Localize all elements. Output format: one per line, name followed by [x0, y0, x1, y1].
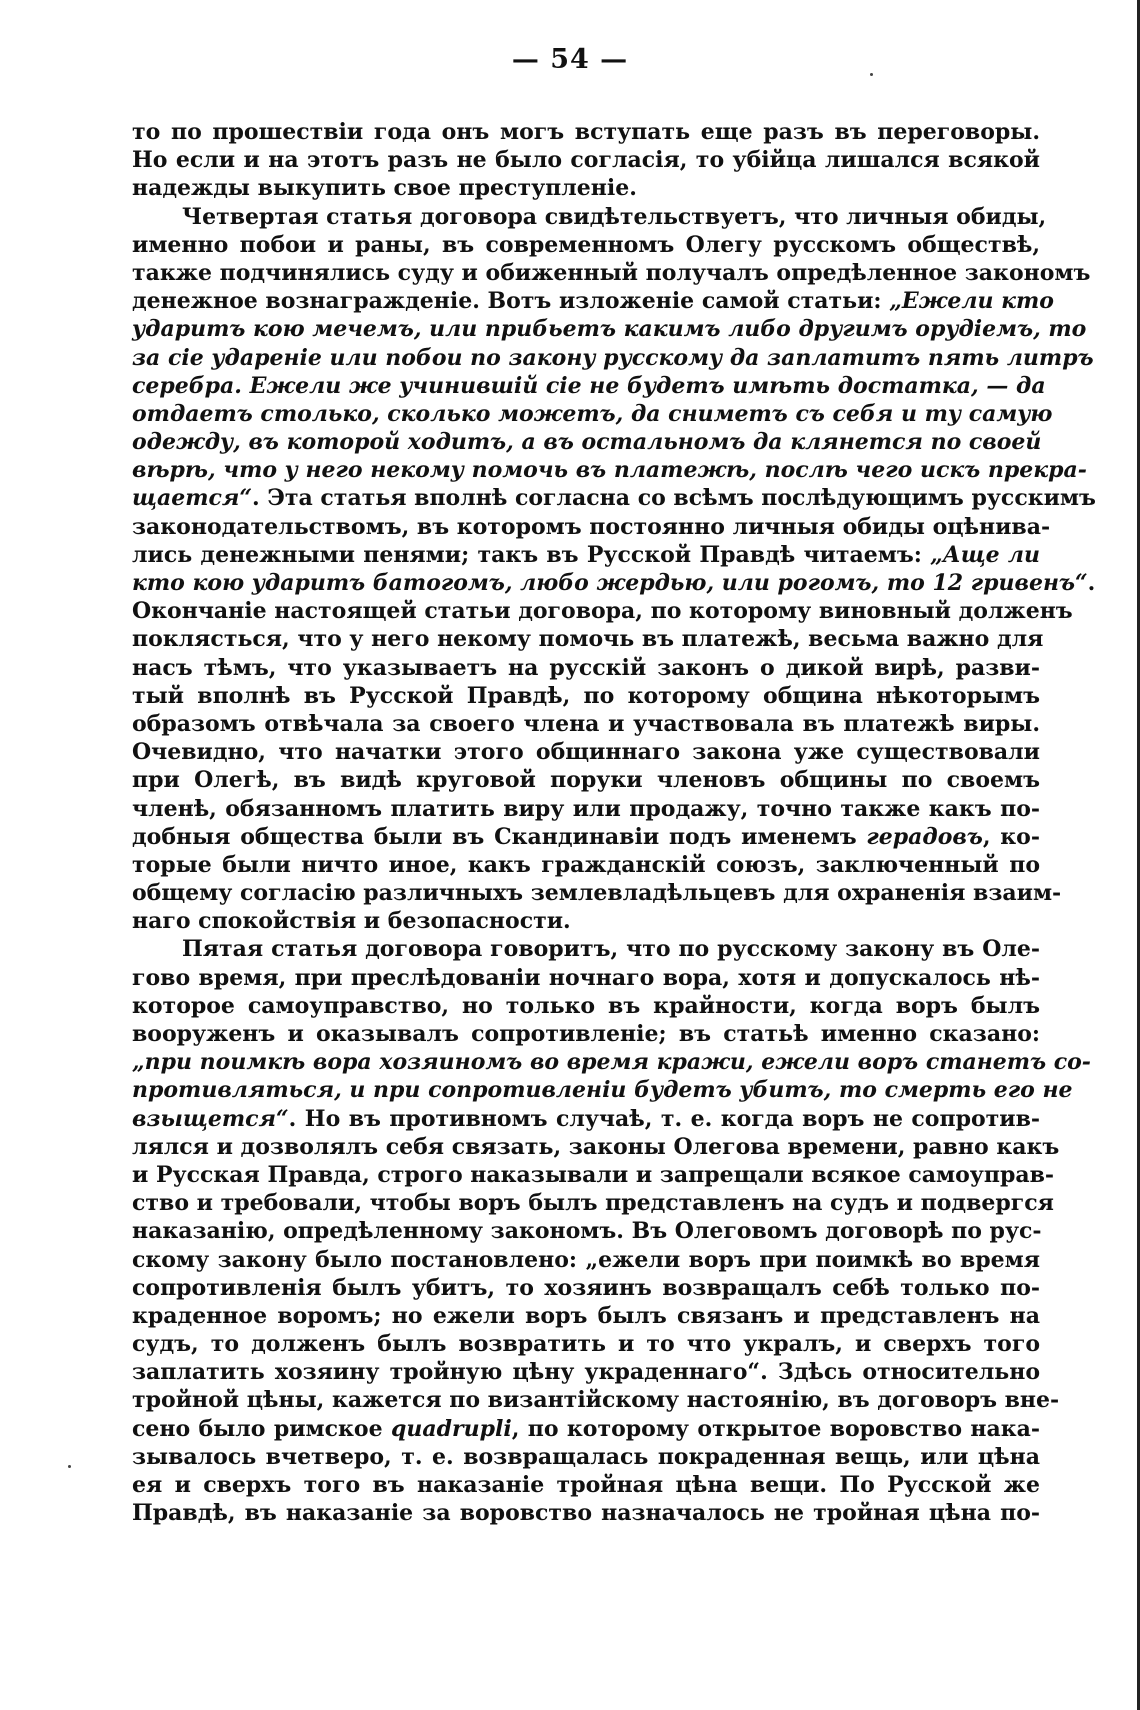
text-line: Очевидно, что начатки этого общиннаго закона уже существовали — [132, 739, 1040, 766]
text-line: Окончаніе настоящей статьи договора, по которому виновный долженъ — [132, 598, 1073, 625]
text-line: сопротивленія былъ убитъ, то хозяинъ возвращалъ себѣ только по- — [132, 1274, 1040, 1301]
italic-quote-line: отдаетъ столько, сколько можетъ, да сниметъ съ себя и ту самую — [132, 400, 1053, 427]
text-line: скому закону было постановлено: „ежели воръ при поимкѣ во время — [132, 1246, 1040, 1273]
text-line: Четвертая статья договора свидѣтельствуетъ, что личныя обиды, — [182, 203, 1047, 230]
specks — [68, 1465, 71, 1468]
text-line: судъ, то долженъ былъ возвратить и то что укралъ, и сверхъ того — [132, 1331, 1040, 1358]
italic-quote-line: за сіе удареніе или побои по закону русскому да заплатитъ пять литръ — [132, 344, 1094, 371]
italic-quote-line: одежду, въ которой ходитъ, а въ остальномъ да клянется по своей — [132, 429, 1042, 456]
italic-quote-line: ударитъ кою мечемъ, или прибьетъ какимъ либо другимъ орудіемъ, то — [132, 316, 1087, 343]
text-run: . Эта статья вполнѣ согласна со всѣмъ послѣдующимъ русскимъ — [252, 485, 1096, 512]
text-run: , по которому открытое воровство нака- — [511, 1415, 1041, 1442]
text-line — [132, 541, 1040, 569]
text-line: членѣ, обязанномъ платить виру или продажу, точно также какъ по- — [132, 795, 1040, 822]
text-line: образомъ отвѣчала за своего члена и участвовала въ платежѣ виры. — [132, 710, 1040, 737]
text-line — [132, 1415, 1040, 1443]
text-line: Правдѣ, въ наказаніе за воровство назначалось не тройная цѣна по- — [132, 1500, 1040, 1527]
italic-term: герадовъ — [866, 823, 983, 850]
text-line: надежды выкупить свое преступленіе. — [132, 175, 637, 202]
text-line: насъ тѣмъ, что указываетъ на русскій законъ о дикой вирѣ, разви- — [132, 654, 1040, 681]
text-line: и Русская Правда, строго наказывали и запрещали всякое самоупрaв- — [132, 1161, 1055, 1188]
page-number: — 54 — — [511, 44, 629, 75]
italic-term: quadrupli — [391, 1415, 512, 1442]
text-line: наго спокойствія и безопасности. — [132, 908, 571, 935]
text-line: которое самоуправство, но только въ крайности, когда воръ былъ — [132, 992, 1040, 1019]
text-line: поклясться, что у него некому помочь въ платежѣ, весьма важно для — [132, 626, 1044, 653]
italic-quote: „Ежели кто — [889, 288, 1054, 315]
text-line: тройной цѣны, кажется по византійскому настоянію, въ договоръ вне- — [132, 1387, 1060, 1414]
italic-quote: щается“ — [132, 485, 253, 512]
italic-quote-line: противляться, и при сопротивленіи будетъ убитъ, то смерть его не — [132, 1077, 1073, 1104]
text-line: общему согласію различныхъ землевладѣльцевъ для охраненія взаим- — [132, 880, 1062, 907]
text-run: сено было римское — [132, 1415, 391, 1442]
text-line: краденное воромъ; но ежели воръ былъ связанъ и представленъ на — [132, 1302, 1040, 1329]
text-line: торые были ничто иное, какъ гражданскій союзъ, заключенный по — [132, 851, 1040, 878]
italic-quote: взыщется“ — [132, 1105, 289, 1132]
text-line: зывалось вчетверо, т. е. возвращалась покраденная вещь, или цѣна — [132, 1443, 1040, 1470]
italic-quote-line: вѣрѣ, что у него некому помочь въ платежѣ, послѣ чего искъ прекра- — [132, 457, 1087, 484]
text-line: ство и требовали, чтобы воръ былъ представленъ на судъ и подвергся — [132, 1190, 1054, 1217]
text-line: ея и сверхъ того въ наказаніе тройная цѣна вещи. По Русской же — [132, 1472, 1040, 1498]
text-line: заплатить хозяину тройную цѣну украденнаго“. Здѣсь относительно — [132, 1359, 1040, 1386]
text-run: добныя общества были въ Скандинавіи подъ именемъ — [132, 823, 867, 850]
text-line: законодательствомъ, въ которомъ постоянно личныя обиды оцѣнива- — [132, 513, 1051, 540]
italic-quote: кто кою ударитъ батогомъ, любо жердью, или рогомъ, то 12 гривенъ“ — [132, 570, 1088, 596]
italic-quote-line: серебра. Ежели же учинившій сіе не будетъ имѣть достатка, — да — [132, 372, 1046, 399]
text-line: то по прошествіи года онъ могъ вступать еще разъ въ переговоры. — [132, 119, 1040, 145]
text-line: лялся и дозволялъ себя связать, законы Олегова времени, равно какъ — [132, 1133, 1060, 1160]
text-run: , ко- — [982, 823, 1040, 850]
text-line: Но если и на этотъ разъ не было согласія, то убійца лишался всякой — [132, 147, 1040, 174]
text-run: денежное вознагражденіе. Вотъ изложеніе самой статьи: — [132, 288, 890, 315]
text-line — [132, 287, 1054, 315]
text-line: гово время, при преслѣдованіи ночнаго вора, хотя и допускалось нѣ- — [132, 964, 1040, 991]
text-line: именно побои и раны, въ современномъ Олегу русскомъ обществѣ, — [132, 231, 1040, 258]
text-line: Пятая статья договора говоритъ, что по русскому закону въ Оле- — [182, 936, 1040, 963]
italic-quote: „Аще ли — [930, 541, 1041, 568]
text-line — [132, 1105, 1040, 1133]
text-line: при Олегѣ, въ видѣ круговой поруки членовъ общины по своемъ — [132, 767, 1040, 794]
text-line: вооруженъ и оказывалъ сопротивленіе; въ статьѣ именно сказано: — [132, 1021, 1040, 1047]
italic-quote-line: „при поимкѣ вора хозяиномъ во время кражи, ежели воръ станетъ со- — [132, 1049, 1091, 1076]
text-run: . Но въ противномъ случаѣ, т. е. когда воръ не сопротив- — [288, 1105, 1040, 1132]
text-line — [132, 823, 1040, 851]
text-line — [132, 484, 1096, 512]
text-line: наказанію, опредѣленному закономъ. Въ Олеговомъ договорѣ по рус- — [132, 1218, 1042, 1245]
text-line: тый вполнѣ въ Русской Правдѣ, по которому община нѣкоторымъ — [132, 682, 1040, 709]
text-run: лись денежными пенями; такъ въ Русской Правдѣ читаемъ: — [132, 541, 931, 568]
text-run: . — [1087, 570, 1096, 596]
body-text — [132, 118, 1096, 1527]
text-line: также подчинялись суду и обиженный получалъ опредѣленное закономъ — [132, 259, 1091, 286]
text-line — [132, 569, 1096, 597]
